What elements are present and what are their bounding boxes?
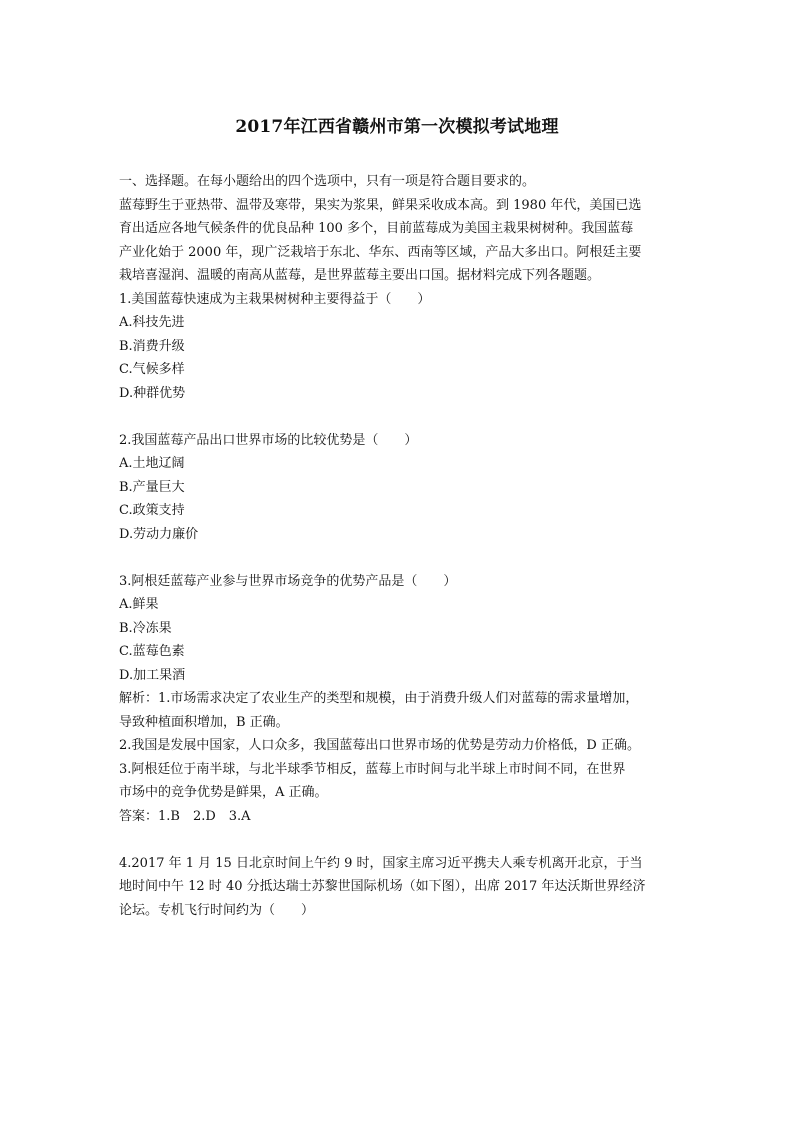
question-3-option: D.加工果酒 <box>119 667 186 683</box>
paragraph-spacer <box>119 405 694 429</box>
question-3-option: A.鲜果 <box>119 597 159 612</box>
question-1-option: A.科技先进 <box>119 315 185 330</box>
question-3-option: B.冷冻果 <box>119 620 172 636</box>
question-4-line: 地时间中午 12 时 40 分抵达瑞士苏黎世国际机场（如下图），出席 2017 年达沃斯世界经济 <box>119 879 646 894</box>
question-3-stem: 3.阿根廷蓝莓产业参与世界市场竞争的优势产品是（ ） <box>119 573 457 589</box>
question-1-option: C.气候多样 <box>119 362 185 377</box>
passage-line: 栽培喜湿润、温暖的南高从蓝莓，是世界蓝莓主要出口国。据材料完成下列各题题。 <box>119 268 601 283</box>
question-2-stem: 2.我国蓝莓产品出口世界市场的比较优势是（ ） <box>119 432 418 448</box>
question-2-option: A.土地辽阔 <box>119 456 185 471</box>
question-3-option: C.蓝莓色素 <box>119 644 185 659</box>
question-2-option: D.劳动力廉价 <box>119 526 199 542</box>
question-4-line: 论坛。专机飞行时间约为（ ） <box>119 902 315 918</box>
section-heading: 一、选择题。在每小题给出的四个选项中，只有一项是符合题目要求的。 <box>119 174 536 189</box>
passage-line: 蓝莓野生于亚热带、温带及寒带，果实为浆果，鲜果采收成本高。到 1980 年代，美国已选 <box>119 197 642 213</box>
question-2-option: C.政策支持 <box>119 503 185 518</box>
analysis-line: 3.阿根廷位于南半球，与北半球季节相反，蓝莓上市时间与北半球上市时间不同，在世界 <box>119 761 626 777</box>
passage-line: 产业化始于 2000 年，现广泛栽培于东北、华东、西南等区域，产品大多出口。阿根廷主要 <box>119 244 642 260</box>
analysis-line: 解析：1.市场需求决定了农业生产的类型和规模，由于消费升级人们对蓝莓的需求量增加， <box>119 691 639 706</box>
answer-key: 答案：1.B 2.D 3.A <box>119 808 251 824</box>
analysis-line: 市场中的竞争优势是鲜果，A 正确。 <box>119 785 328 800</box>
analysis-line: 2.我国是发展中国家，人口众多，我国蓝莓出口世界市场的优势是劳动力价格低，D 正确。 <box>119 738 640 753</box>
document-body <box>119 170 694 922</box>
question-1-option: D.种群优势 <box>119 385 186 401</box>
question-4-line: 4.2017 年 1 月 15 日北京时间上午约 9 时，国家主席习近平携夫人乘专机离开北京，于当 <box>119 855 643 871</box>
paragraph-spacer <box>119 546 694 570</box>
question-2-option: B.产量巨大 <box>119 479 185 495</box>
page-title: 2017年江西省赣州市第一次模拟考试地理 <box>235 117 559 137</box>
paragraph-spacer <box>119 828 694 852</box>
question-1-option: B.消费升级 <box>119 338 185 354</box>
analysis-line: 导致种植面积增加，B 正确。 <box>119 714 289 730</box>
passage-line: 育出适应各地气候条件的优良品种 100 多个，目前蓝莓成为美国主栽果树树种。我国蓝莓 <box>119 221 634 236</box>
question-1-stem: 1.美国蓝莓快速成为主栽果树树种主要得益于（ ） <box>119 291 431 307</box>
